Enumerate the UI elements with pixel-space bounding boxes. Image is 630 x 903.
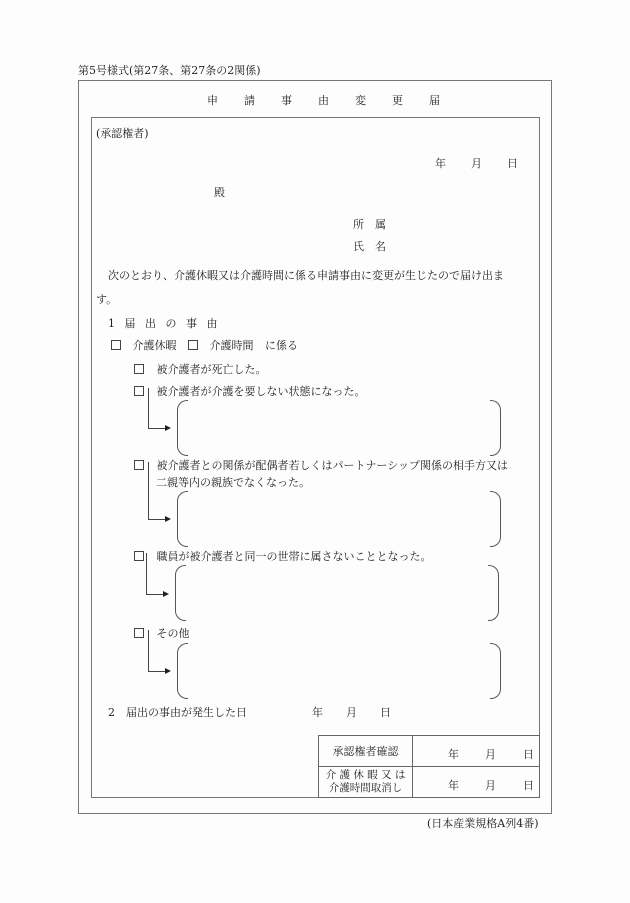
month-label: 月 (346, 706, 357, 719)
arrow-icon (163, 591, 169, 597)
reason-detail-field[interactable] (177, 643, 501, 699)
intro-text-line2: す。 (96, 293, 118, 306)
table-row (319, 767, 540, 798)
reason-item (134, 551, 432, 562)
day-label: 日 (507, 157, 518, 170)
approver-confirm-label: 承認権者確認 (319, 736, 413, 767)
title-char: 届 (429, 94, 440, 107)
confirmation-table (318, 735, 540, 798)
arrow-icon (165, 425, 171, 431)
section2-label: 2 届出の事由が発生した日 (108, 706, 247, 719)
checkbox-care-time[interactable] (188, 340, 198, 350)
affiliation-label: 所 属 (353, 218, 386, 231)
checkbox-reason[interactable] (134, 364, 144, 374)
reason-item (134, 364, 267, 375)
reason-detail-field[interactable] (177, 491, 501, 547)
month-label: 月 (471, 157, 482, 170)
reason-text: 被介護者が死亡した。 (156, 363, 267, 376)
name-label: 氏 名 (353, 240, 386, 253)
title-char: 請 (244, 94, 255, 107)
cancel-label: 介 護 休 暇 又 は 介護時間取消し (319, 767, 413, 798)
occurrence-date[interactable] (312, 706, 391, 719)
table-row (319, 736, 540, 767)
reason-text: 被介護者との関係が配偶者若しくはパートナーシップ関係の相手方又は (156, 459, 509, 472)
title-char: 由 (318, 94, 329, 107)
checkbox-reason[interactable] (134, 628, 144, 638)
type-suffix: に係る (265, 339, 298, 352)
leave-type-row (111, 340, 298, 351)
form-title (207, 95, 466, 106)
connector-line (148, 462, 169, 520)
reason-text: その他 (156, 627, 190, 640)
option-care-time: 介護時間 (209, 339, 254, 352)
reason-text: 被介護者が介護を要しない状態になった。 (156, 385, 366, 398)
title-char: 申 (207, 94, 218, 107)
reason-item (134, 460, 508, 471)
cancel-date[interactable]: 年 月 日 (413, 767, 540, 798)
submission-date (435, 157, 518, 170)
footer-note: (日本産業規格A列4番) (427, 817, 539, 830)
title-char: 変 (355, 94, 366, 107)
title-char: 事 (281, 94, 292, 107)
reason-detail-field[interactable] (175, 565, 499, 621)
recipient-label: (承認権者) (96, 127, 149, 140)
option-care-leave: 介護休暇 (132, 339, 177, 352)
checkbox-care-leave[interactable] (111, 340, 121, 350)
connector-line (146, 553, 167, 595)
arrow-icon (165, 668, 171, 674)
form-label: 第5号様式(第27条、第27条の2関係) (78, 64, 261, 77)
connector-line (148, 630, 169, 672)
checkbox-reason[interactable] (134, 551, 144, 561)
day-label: 日 (380, 706, 391, 719)
intro-text-line1: 次のとおり、介護休暇又は介護時間に係る申請事由に変更が生じたので届け出ま (108, 269, 504, 282)
year-label: 年 (312, 706, 323, 719)
arrow-icon (165, 516, 171, 522)
reason-text: 職員が被介護者と同一の世帯に属さないこととなった。 (156, 550, 432, 563)
approver-confirm-date[interactable]: 年 月 日 (413, 736, 540, 767)
reason-text-cont: 二親等内の親族でなくなった。 (156, 476, 310, 489)
reason-detail-field[interactable] (177, 400, 501, 456)
checkbox-reason[interactable] (134, 460, 144, 470)
year-label: 年 (435, 157, 446, 170)
section1-heading: 1 届 出 の 事 由 (108, 317, 218, 330)
title-char: 更 (392, 94, 403, 107)
checkbox-reason[interactable] (134, 386, 144, 396)
addressee-suffix: 殿 (214, 186, 225, 199)
connector-line (148, 388, 169, 429)
